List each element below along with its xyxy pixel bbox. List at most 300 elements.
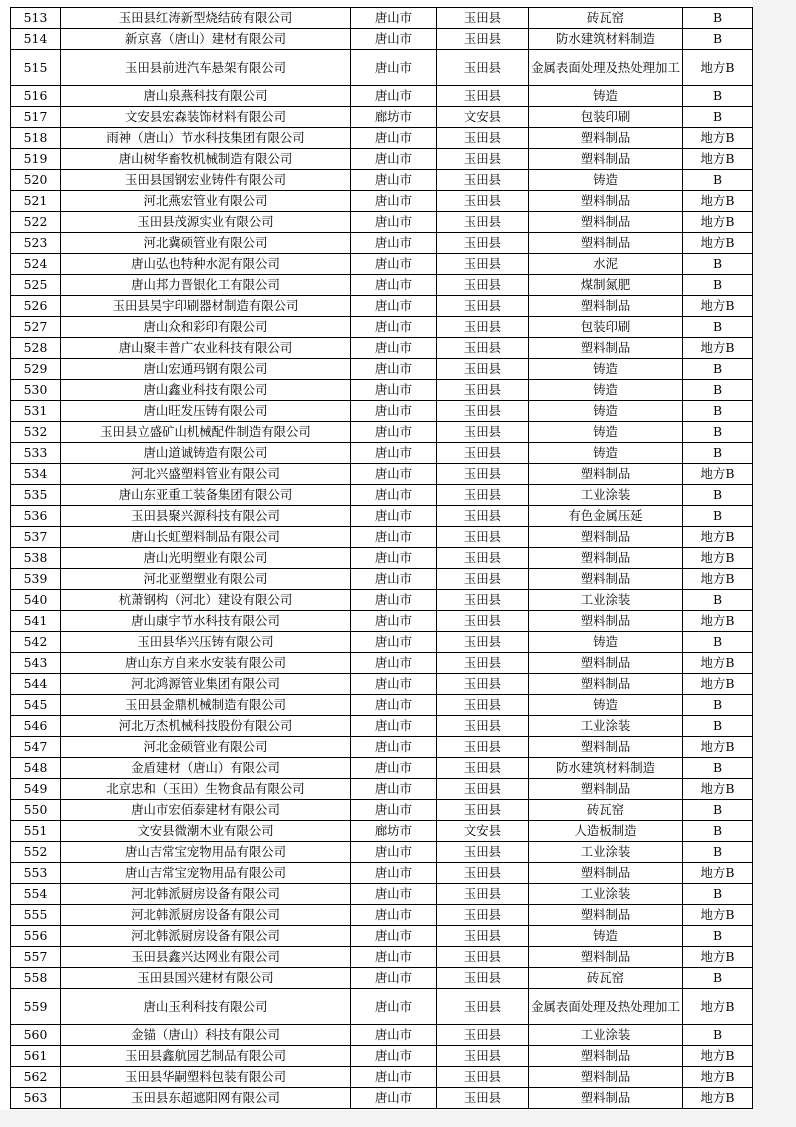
performance-level: B [683, 401, 753, 422]
performance-level: 地方B [683, 1046, 753, 1067]
table-row [11, 506, 753, 527]
row-number: 521 [11, 191, 61, 212]
industry: 铸造 [529, 380, 683, 401]
row-number: 562 [11, 1067, 61, 1088]
performance-level: B [683, 317, 753, 338]
row-number: 513 [11, 8, 61, 29]
performance-level: 地方B [683, 191, 753, 212]
industry: 防水建筑材料制造 [529, 758, 683, 779]
company-name: 文安县宏森装饰材料有限公司 [61, 107, 351, 128]
industry: 塑料制品 [529, 191, 683, 212]
county-name: 玉田县 [437, 422, 529, 443]
county-name: 玉田县 [437, 233, 529, 254]
row-number: 541 [11, 611, 61, 632]
city-name: 唐山市 [351, 527, 437, 548]
county-name: 玉田县 [437, 737, 529, 758]
company-name: 唐山市宏佰泰建材有限公司 [61, 800, 351, 821]
table-row [11, 296, 753, 317]
table-row [11, 8, 753, 29]
company-name: 文安县微潮木业有限公司 [61, 821, 351, 842]
industry: 塑料制品 [529, 212, 683, 233]
city-name: 唐山市 [351, 212, 437, 233]
industry: 塑料制品 [529, 1046, 683, 1067]
industry: 塑料制品 [529, 527, 683, 548]
county-name: 玉田县 [437, 905, 529, 926]
city-name: 唐山市 [351, 968, 437, 989]
city-name: 唐山市 [351, 275, 437, 296]
county-name: 玉田县 [437, 569, 529, 590]
company-name: 唐山众和彩印有限公司 [61, 317, 351, 338]
company-name: 玉田县聚兴源科技有限公司 [61, 506, 351, 527]
industry: 铸造 [529, 695, 683, 716]
county-name: 文安县 [437, 821, 529, 842]
row-number: 520 [11, 170, 61, 191]
city-name: 唐山市 [351, 29, 437, 50]
county-name: 玉田县 [437, 716, 529, 737]
city-name: 唐山市 [351, 674, 437, 695]
company-name: 唐山泉燕科技有限公司 [61, 86, 351, 107]
county-name: 玉田县 [437, 464, 529, 485]
county-name: 玉田县 [437, 170, 529, 191]
city-name: 唐山市 [351, 989, 437, 1025]
company-name: 北京忠和（玉田）生物食品有限公司 [61, 779, 351, 800]
performance-level: 地方B [683, 905, 753, 926]
row-number: 555 [11, 905, 61, 926]
company-name: 新京喜（唐山）建材有限公司 [61, 29, 351, 50]
performance-level: B [683, 758, 753, 779]
county-name: 玉田县 [437, 968, 529, 989]
table-row [11, 821, 753, 842]
county-name: 玉田县 [437, 863, 529, 884]
industry: 砖瓦窑 [529, 800, 683, 821]
industry: 工业涂装 [529, 842, 683, 863]
performance-level: B [683, 107, 753, 128]
company-name: 河北韩派厨房设备有限公司 [61, 884, 351, 905]
company-name: 河北鸿源管业集团有限公司 [61, 674, 351, 695]
industry: 铸造 [529, 422, 683, 443]
company-name: 唐山道诚铸造有限公司 [61, 443, 351, 464]
row-number: 552 [11, 842, 61, 863]
county-name: 玉田县 [437, 50, 529, 86]
row-number: 545 [11, 695, 61, 716]
county-name: 玉田县 [437, 611, 529, 632]
row-number: 518 [11, 128, 61, 149]
industry: 塑料制品 [529, 611, 683, 632]
company-name: 玉田县鑫航园艺制品有限公司 [61, 1046, 351, 1067]
performance-level: B [683, 884, 753, 905]
company-name: 玉田县红涛新型烧结砖有限公司 [61, 8, 351, 29]
county-name: 玉田县 [437, 296, 529, 317]
table-row [11, 926, 753, 947]
county-name: 玉田县 [437, 1067, 529, 1088]
city-name: 唐山市 [351, 863, 437, 884]
company-name: 唐山东亚重工装备集团有限公司 [61, 485, 351, 506]
row-number: 546 [11, 716, 61, 737]
industry: 砖瓦窑 [529, 8, 683, 29]
industry: 水泥 [529, 254, 683, 275]
table-row [11, 191, 753, 212]
company-name: 玉田县立盛矿山机械配件制造有限公司 [61, 422, 351, 443]
row-number: 526 [11, 296, 61, 317]
row-number: 563 [11, 1088, 61, 1109]
row-number: 522 [11, 212, 61, 233]
company-name: 唐山树华畜牧机械制造有限公司 [61, 149, 351, 170]
performance-level: 地方B [683, 527, 753, 548]
city-name: 唐山市 [351, 632, 437, 653]
page-margin-bottom [0, 1110, 796, 1127]
row-number: 516 [11, 86, 61, 107]
row-number: 536 [11, 506, 61, 527]
performance-level: B [683, 842, 753, 863]
table-row [11, 569, 753, 590]
city-name: 唐山市 [351, 1067, 437, 1088]
performance-level: 地方B [683, 947, 753, 968]
performance-level: 地方B [683, 569, 753, 590]
company-name: 玉田县昊宇印刷器材制造有限公司 [61, 296, 351, 317]
industry: 塑料制品 [529, 338, 683, 359]
company-name: 杭萧钢构（河北）建设有限公司 [61, 590, 351, 611]
performance-level: 地方B [683, 296, 753, 317]
city-name: 唐山市 [351, 590, 437, 611]
performance-level: 地方B [683, 989, 753, 1025]
industry: 有色金属压延 [529, 506, 683, 527]
row-number: 559 [11, 989, 61, 1025]
industry: 塑料制品 [529, 464, 683, 485]
county-name: 玉田县 [437, 884, 529, 905]
table-row [11, 1025, 753, 1046]
company-name: 河北冀硕管业有限公司 [61, 233, 351, 254]
table-row [11, 548, 753, 569]
row-number: 553 [11, 863, 61, 884]
table-row [11, 254, 753, 275]
city-name: 唐山市 [351, 737, 437, 758]
industry: 铸造 [529, 170, 683, 191]
company-name: 雨神（唐山）节水科技集团有限公司 [61, 128, 351, 149]
city-name: 唐山市 [351, 800, 437, 821]
row-number: 519 [11, 149, 61, 170]
row-number: 534 [11, 464, 61, 485]
company-name: 唐山鑫业科技有限公司 [61, 380, 351, 401]
industry: 铸造 [529, 443, 683, 464]
row-number: 561 [11, 1046, 61, 1067]
performance-level: B [683, 1025, 753, 1046]
county-name: 玉田县 [437, 1025, 529, 1046]
row-number: 530 [11, 380, 61, 401]
table-row [11, 674, 753, 695]
city-name: 唐山市 [351, 758, 437, 779]
city-name: 唐山市 [351, 1025, 437, 1046]
row-number: 525 [11, 275, 61, 296]
city-name: 唐山市 [351, 380, 437, 401]
table-row [11, 989, 753, 1025]
table-row [11, 653, 753, 674]
company-name: 玉田县金鼎机械制造有限公司 [61, 695, 351, 716]
city-name: 唐山市 [351, 401, 437, 422]
table-row [11, 1088, 753, 1109]
table-row [11, 149, 753, 170]
row-number: 527 [11, 317, 61, 338]
city-name: 唐山市 [351, 254, 437, 275]
table-row [11, 338, 753, 359]
company-name: 河北韩派厨房设备有限公司 [61, 926, 351, 947]
table-row [11, 779, 753, 800]
county-name: 玉田县 [437, 800, 529, 821]
industry: 铸造 [529, 401, 683, 422]
city-name: 唐山市 [351, 443, 437, 464]
performance-level: 地方B [683, 149, 753, 170]
county-name: 玉田县 [437, 527, 529, 548]
company-name: 唐山弘也特种水泥有限公司 [61, 254, 351, 275]
performance-level: 地方B [683, 548, 753, 569]
city-name: 唐山市 [351, 716, 437, 737]
county-name: 玉田县 [437, 506, 529, 527]
table-row [11, 527, 753, 548]
table-row [11, 50, 753, 86]
row-number: 514 [11, 29, 61, 50]
table-row [11, 800, 753, 821]
county-name: 玉田县 [437, 317, 529, 338]
industry: 塑料制品 [529, 863, 683, 884]
performance-level: 地方B [683, 674, 753, 695]
city-name: 唐山市 [351, 926, 437, 947]
county-name: 玉田县 [437, 695, 529, 716]
county-name: 玉田县 [437, 359, 529, 380]
performance-level: 地方B [683, 1067, 753, 1088]
county-name: 玉田县 [437, 485, 529, 506]
city-name: 唐山市 [351, 695, 437, 716]
table-row [11, 1046, 753, 1067]
row-number: 538 [11, 548, 61, 569]
county-name: 玉田县 [437, 926, 529, 947]
industry: 铸造 [529, 359, 683, 380]
industry: 塑料制品 [529, 569, 683, 590]
city-name: 唐山市 [351, 779, 437, 800]
company-name: 唐山光明塑业有限公司 [61, 548, 351, 569]
company-name: 河北金硕管业有限公司 [61, 737, 351, 758]
company-name: 玉田县茂源实业有限公司 [61, 212, 351, 233]
city-name: 廊坊市 [351, 821, 437, 842]
table-row [11, 695, 753, 716]
row-number: 549 [11, 779, 61, 800]
performance-level: 地方B [683, 128, 753, 149]
company-name: 唐山玉利科技有限公司 [61, 989, 351, 1025]
performance-level: B [683, 8, 753, 29]
performance-level: B [683, 443, 753, 464]
performance-level: 地方B [683, 863, 753, 884]
city-name: 唐山市 [351, 170, 437, 191]
performance-level: B [683, 716, 753, 737]
company-name: 唐山东方自来水安装有限公司 [61, 653, 351, 674]
city-name: 唐山市 [351, 296, 437, 317]
table-row [11, 737, 753, 758]
row-number: 524 [11, 254, 61, 275]
performance-level: B [683, 695, 753, 716]
performance-level: B [683, 506, 753, 527]
performance-level: B [683, 359, 753, 380]
industry: 塑料制品 [529, 149, 683, 170]
county-name: 玉田县 [437, 590, 529, 611]
table-row [11, 611, 753, 632]
performance-level: 地方B [683, 50, 753, 86]
table-row [11, 884, 753, 905]
county-name: 玉田县 [437, 254, 529, 275]
table-row [11, 863, 753, 884]
industry: 包装印刷 [529, 107, 683, 128]
table-row [11, 632, 753, 653]
performance-level: B [683, 275, 753, 296]
row-number: 554 [11, 884, 61, 905]
company-name: 唐山宏通玛钢有限公司 [61, 359, 351, 380]
table-row [11, 968, 753, 989]
row-number: 537 [11, 527, 61, 548]
industry: 铸造 [529, 926, 683, 947]
performance-level: 地方B [683, 233, 753, 254]
county-name: 玉田县 [437, 338, 529, 359]
county-name: 玉田县 [437, 380, 529, 401]
city-name: 唐山市 [351, 842, 437, 863]
county-name: 玉田县 [437, 758, 529, 779]
industry: 人造板制造 [529, 821, 683, 842]
enterprise-table [10, 7, 753, 1109]
performance-level: B [683, 254, 753, 275]
industry: 煤制氮肥 [529, 275, 683, 296]
industry: 工业涂装 [529, 884, 683, 905]
city-name: 唐山市 [351, 653, 437, 674]
row-number: 535 [11, 485, 61, 506]
city-name: 唐山市 [351, 485, 437, 506]
company-name: 玉田县前进汽车悬架有限公司 [61, 50, 351, 86]
city-name: 唐山市 [351, 905, 437, 926]
table-row [11, 401, 753, 422]
row-number: 548 [11, 758, 61, 779]
performance-level: B [683, 485, 753, 506]
table-row [11, 443, 753, 464]
row-number: 556 [11, 926, 61, 947]
industry: 工业涂装 [529, 1025, 683, 1046]
performance-level: B [683, 422, 753, 443]
performance-level: B [683, 86, 753, 107]
county-name: 玉田县 [437, 29, 529, 50]
performance-level: B [683, 170, 753, 191]
performance-level: 地方B [683, 464, 753, 485]
performance-level: B [683, 800, 753, 821]
industry: 防水建筑材料制造 [529, 29, 683, 50]
industry: 塑料制品 [529, 947, 683, 968]
industry: 铸造 [529, 632, 683, 653]
company-name: 玉田县国钢宏业铸件有限公司 [61, 170, 351, 191]
industry: 塑料制品 [529, 737, 683, 758]
city-name: 唐山市 [351, 569, 437, 590]
table-row [11, 947, 753, 968]
industry: 工业涂装 [529, 590, 683, 611]
city-name: 唐山市 [351, 233, 437, 254]
industry: 砖瓦窑 [529, 968, 683, 989]
company-name: 唐山吉常宝宠物用品有限公司 [61, 863, 351, 884]
industry: 塑料制品 [529, 296, 683, 317]
table-row [11, 359, 753, 380]
company-name: 玉田县东超遮阳网有限公司 [61, 1088, 351, 1109]
performance-level: 地方B [683, 653, 753, 674]
county-name: 玉田县 [437, 674, 529, 695]
city-name: 唐山市 [351, 8, 437, 29]
industry: 塑料制品 [529, 1088, 683, 1109]
city-name: 唐山市 [351, 548, 437, 569]
city-name: 唐山市 [351, 191, 437, 212]
county-name: 玉田县 [437, 443, 529, 464]
performance-level: 地方B [683, 737, 753, 758]
company-name: 玉田县华兴压铸有限公司 [61, 632, 351, 653]
table-row [11, 107, 753, 128]
city-name: 唐山市 [351, 338, 437, 359]
company-name: 金盾建材（唐山）有限公司 [61, 758, 351, 779]
table-row [11, 212, 753, 233]
performance-level: B [683, 590, 753, 611]
table-row [11, 842, 753, 863]
table-row [11, 233, 753, 254]
row-number: 558 [11, 968, 61, 989]
performance-level: B [683, 632, 753, 653]
table-row [11, 170, 753, 191]
company-name: 唐山长虹塑料制品有限公司 [61, 527, 351, 548]
industry: 塑料制品 [529, 653, 683, 674]
performance-level: 地方B [683, 611, 753, 632]
table-row [11, 716, 753, 737]
performance-level: 地方B [683, 338, 753, 359]
company-name: 河北韩派厨房设备有限公司 [61, 905, 351, 926]
county-name: 玉田县 [437, 401, 529, 422]
performance-level: 地方B [683, 212, 753, 233]
county-name: 玉田县 [437, 632, 529, 653]
industry: 塑料制品 [529, 548, 683, 569]
city-name: 唐山市 [351, 359, 437, 380]
table-row [11, 1067, 753, 1088]
county-name: 玉田县 [437, 1088, 529, 1109]
company-name: 玉田县华嗣塑料包装有限公司 [61, 1067, 351, 1088]
row-number: 551 [11, 821, 61, 842]
row-number: 528 [11, 338, 61, 359]
company-name: 唐山邦力晋银化工有限公司 [61, 275, 351, 296]
city-name: 唐山市 [351, 464, 437, 485]
industry: 金属表面处理及热处理加工 [529, 989, 683, 1025]
company-name: 玉田县鑫兴达网业有限公司 [61, 947, 351, 968]
city-name: 唐山市 [351, 611, 437, 632]
industry: 塑料制品 [529, 674, 683, 695]
row-number: 540 [11, 590, 61, 611]
table-row [11, 380, 753, 401]
industry: 塑料制品 [529, 1067, 683, 1088]
county-name: 玉田县 [437, 149, 529, 170]
industry: 塑料制品 [529, 905, 683, 926]
county-name: 玉田县 [437, 842, 529, 863]
performance-level: B [683, 821, 753, 842]
table-row [11, 905, 753, 926]
city-name: 唐山市 [351, 128, 437, 149]
performance-level: B [683, 380, 753, 401]
row-number: 544 [11, 674, 61, 695]
table-row [11, 464, 753, 485]
row-number: 523 [11, 233, 61, 254]
industry: 工业涂装 [529, 716, 683, 737]
company-name: 河北兴盛塑料管业有限公司 [61, 464, 351, 485]
performance-level: B [683, 926, 753, 947]
county-name: 玉田县 [437, 653, 529, 674]
table-row [11, 128, 753, 149]
city-name: 唐山市 [351, 947, 437, 968]
performance-level: B [683, 29, 753, 50]
county-name: 玉田县 [437, 947, 529, 968]
city-name: 唐山市 [351, 1046, 437, 1067]
industry: 塑料制品 [529, 128, 683, 149]
